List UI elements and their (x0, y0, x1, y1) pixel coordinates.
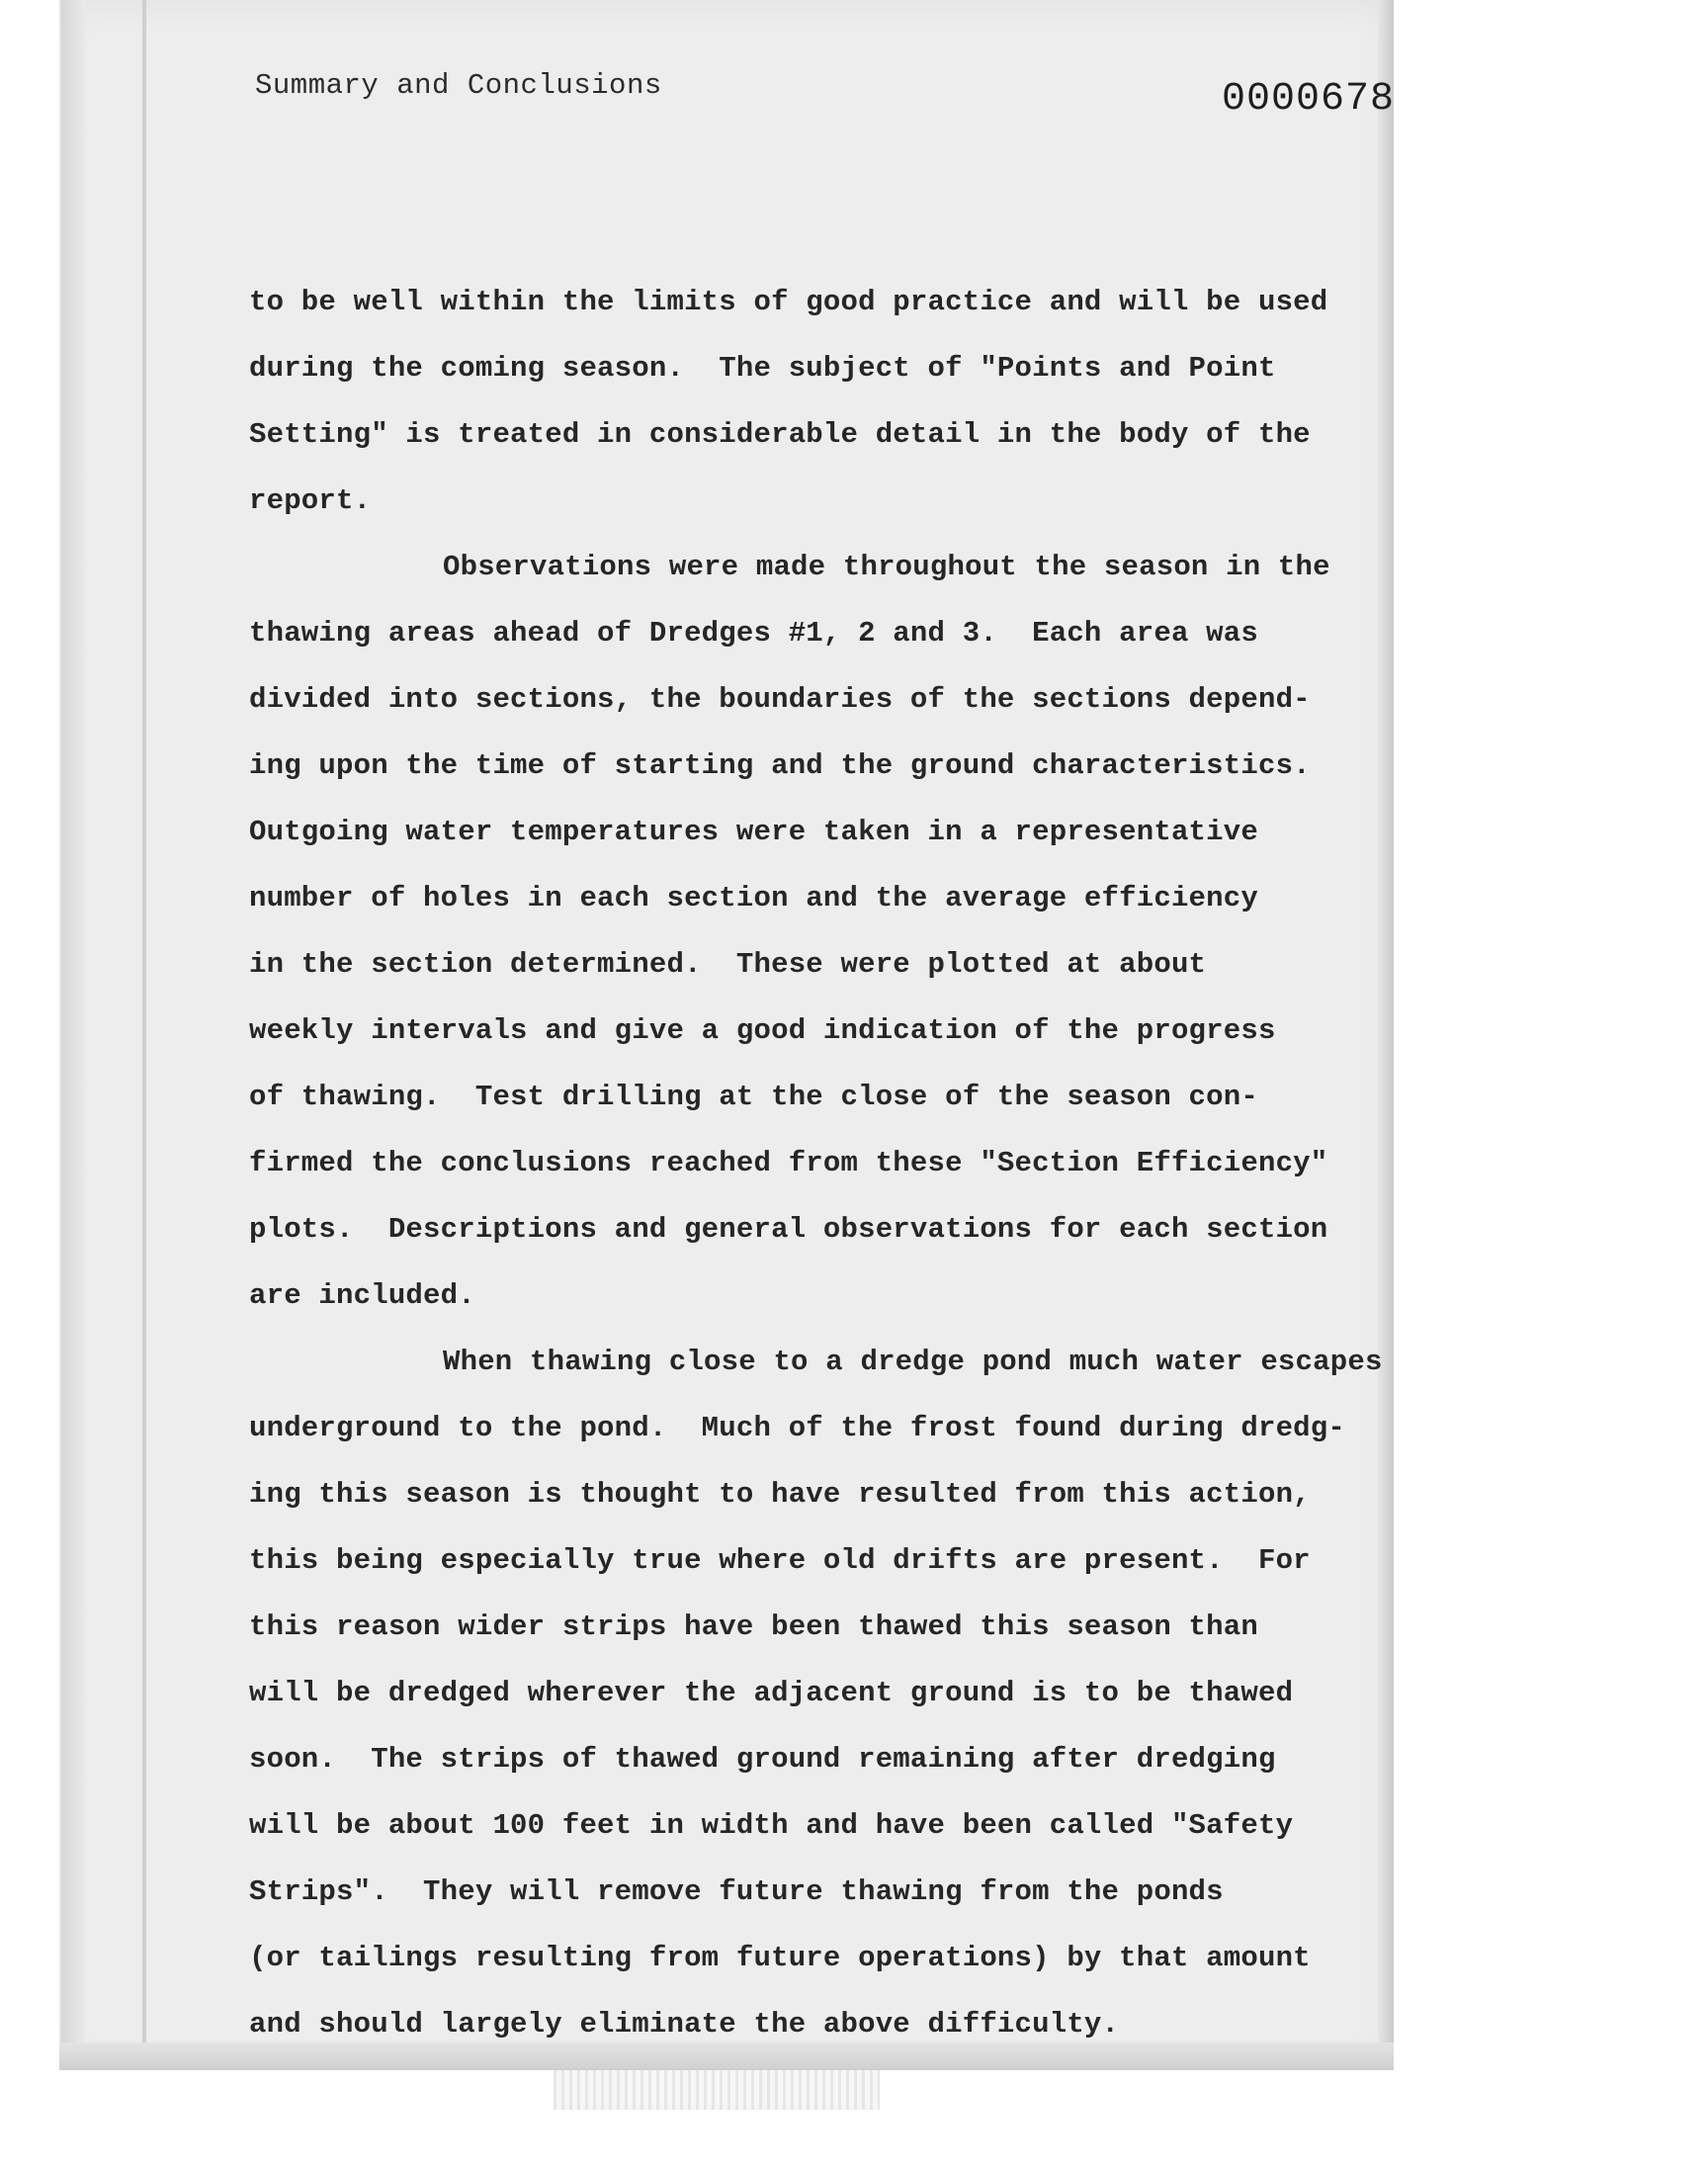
text-line: during the coming season. The subject of "Points and Point (249, 352, 1276, 385)
text-line: number of holes in each section and the average efficiency (249, 882, 1258, 914)
text-line: are included. (249, 1279, 475, 1312)
text-line: this being especially true where old drifts are present. For (249, 1544, 1311, 1577)
text-line: Outgoing water temperatures were taken in a representative (249, 816, 1258, 848)
text-line: report. (249, 484, 372, 517)
text-line: divided into sections, the boundaries of the sections depend- (249, 683, 1311, 716)
text-line: underground to the pond. Much of the frost found during dredg- (249, 1412, 1345, 1444)
document-number: 0000678 (1222, 77, 1396, 122)
document-body (249, 269, 1534, 2057)
text-line: ing this season is thought to have resulted from this action, (249, 1478, 1311, 1511)
scan-artifact-streak (554, 2070, 880, 2110)
text-line: plots. Descriptions and general observations for each section (249, 1213, 1328, 1246)
text-line: weekly intervals and give a good indication of the progress (249, 1014, 1276, 1047)
text-line: to be well within the limits of good practice and will be used (249, 286, 1328, 318)
text-line: When thawing close to a dredge pond much water escapes (443, 1346, 1383, 1378)
text-line: and should largely eliminate the above difficulty. (249, 2008, 1120, 2041)
text-line: soon. The strips of thawed ground remaining after dredging (249, 1743, 1276, 1776)
sheet-binding-line (142, 0, 146, 2070)
text-line: of thawing. Test drilling at the close of the season con- (249, 1081, 1258, 1113)
text-line: thawing areas ahead of Dredges #1, 2 and 3. Each area was (249, 617, 1258, 650)
text-line: ing upon the time of starting and the ground characteristics. (249, 749, 1311, 782)
text-line: Strips". They will remove future thawing from the ponds (249, 1875, 1224, 1908)
text-line: this reason wider strips have been thawed this season than (249, 1610, 1258, 1643)
page-header-title: Summary and Conclusions (255, 69, 662, 102)
sheet-left-edge-shadow (61, 0, 85, 2070)
text-line: in the section determined. These were plotted at about (249, 948, 1207, 981)
text-line: (or tailings resulting from future operations) by that amount (249, 1942, 1311, 1974)
text-line: Setting" is treated in considerable detail in the body of the (249, 418, 1311, 451)
text-line: will be about 100 feet in width and have been called "Safety (249, 1809, 1294, 1842)
text-line: will be dredged wherever the adjacent ground is to be thawed (249, 1677, 1294, 1709)
text-line: firmed the conclusions reached from these "Section Efficiency" (249, 1147, 1328, 1179)
text-line: Observations were made throughout the season in the (443, 551, 1330, 583)
